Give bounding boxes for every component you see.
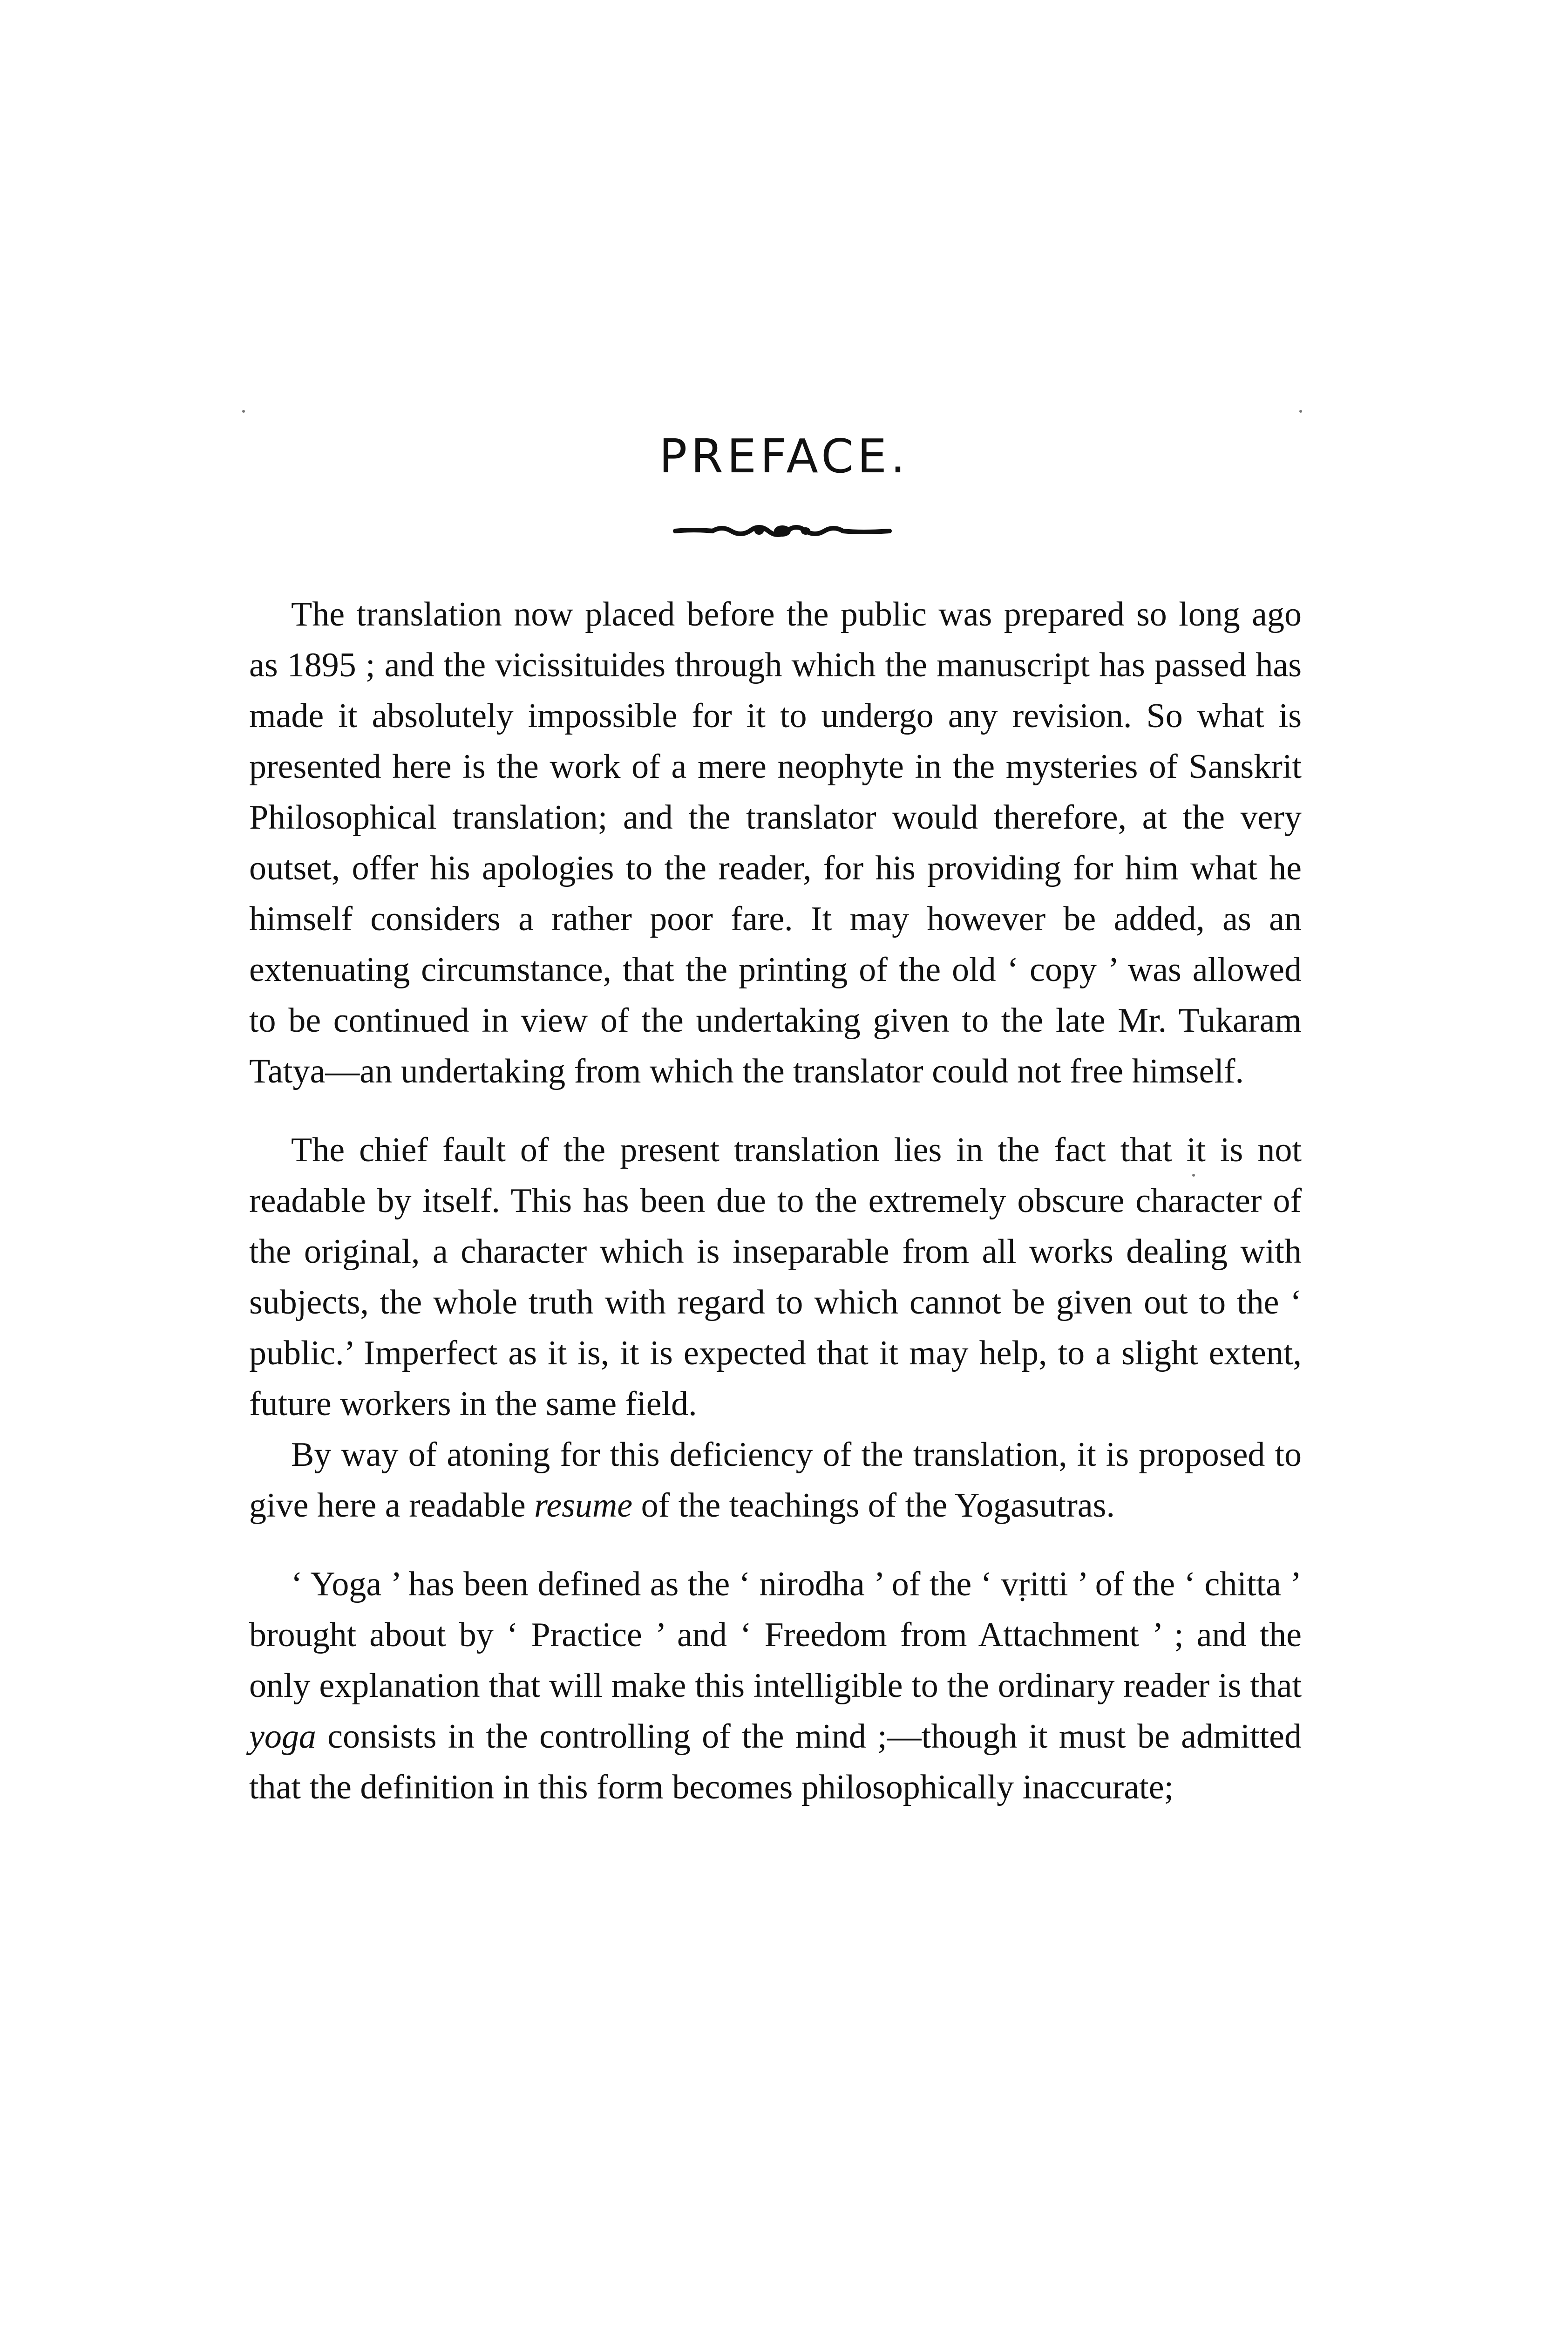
emphasis-resume: resume	[534, 1486, 633, 1525]
text-run: By way of atoning for this deficiency of the translation, it is proposed to give here a readable	[249, 1436, 1302, 1525]
page-heading: PREFACE.	[659, 429, 909, 484]
emphasis-yoga: yoga	[249, 1717, 316, 1756]
paragraph-chief-fault: The chief fault of the present translation lies in the fact that it is not readable by itself. This has been due to the extremely obscure character of the original, a character which is inseparable from all works dealing with subjects, the whole truth with regard to which cannot be given out to the ‘ public.’ Imperfect as it is, it is expected that it may help, to a slight extent, future workers in the same field.	[249, 1131, 1302, 1423]
text-run: consists in the controlling of the mind ;—though it must be admitted that the definition in this form becomes philosophically inaccurate;	[249, 1717, 1302, 1806]
text-run: ‘ Yoga ’ has been defined as the ‘ nirodha ’ of the ‘ vṛitti ’ of the ‘ chitta ’ brought about by ‘ Practice ’ and ‘ Freedom from Attachment ’ ; and the only explanation that will make this intelligible to the ordinary reader is that	[249, 1565, 1302, 1705]
preface-body	[249, 589, 1302, 1813]
decorative-rule-ornament	[666, 517, 899, 545]
paper-speck	[1299, 410, 1302, 413]
paragraph-yoga-definition	[249, 1559, 1302, 1813]
paragraph-translation-history: The translation now placed before the public was prepared so long ago as 1895 ; and the vicissituides through which the manuscript has passed has made it absolutely impossible for it to undergo any revision. So what is presented here is the work of a mere neophyte in the mysteries of Sanskrit Philosophical translation; and the translator would therefore, at the very outset, offer his apologies to the reader, for his providing for him what he himself considers a rather poor fare. It may however be added, as an extenuating circumstance, that the printing of the old ‘ copy ’ was allowed to be continued in view of the undertaking given to the late Mr. Tukaram Tatya—an undertaking from which the translator could not free himself.	[249, 595, 1302, 1090]
paragraph-resume-proposal	[249, 1430, 1302, 1531]
text-run: of the teachings of the Yogasutras.	[632, 1486, 1115, 1525]
paper-speck	[242, 410, 245, 413]
paper-speck	[1192, 1174, 1195, 1177]
